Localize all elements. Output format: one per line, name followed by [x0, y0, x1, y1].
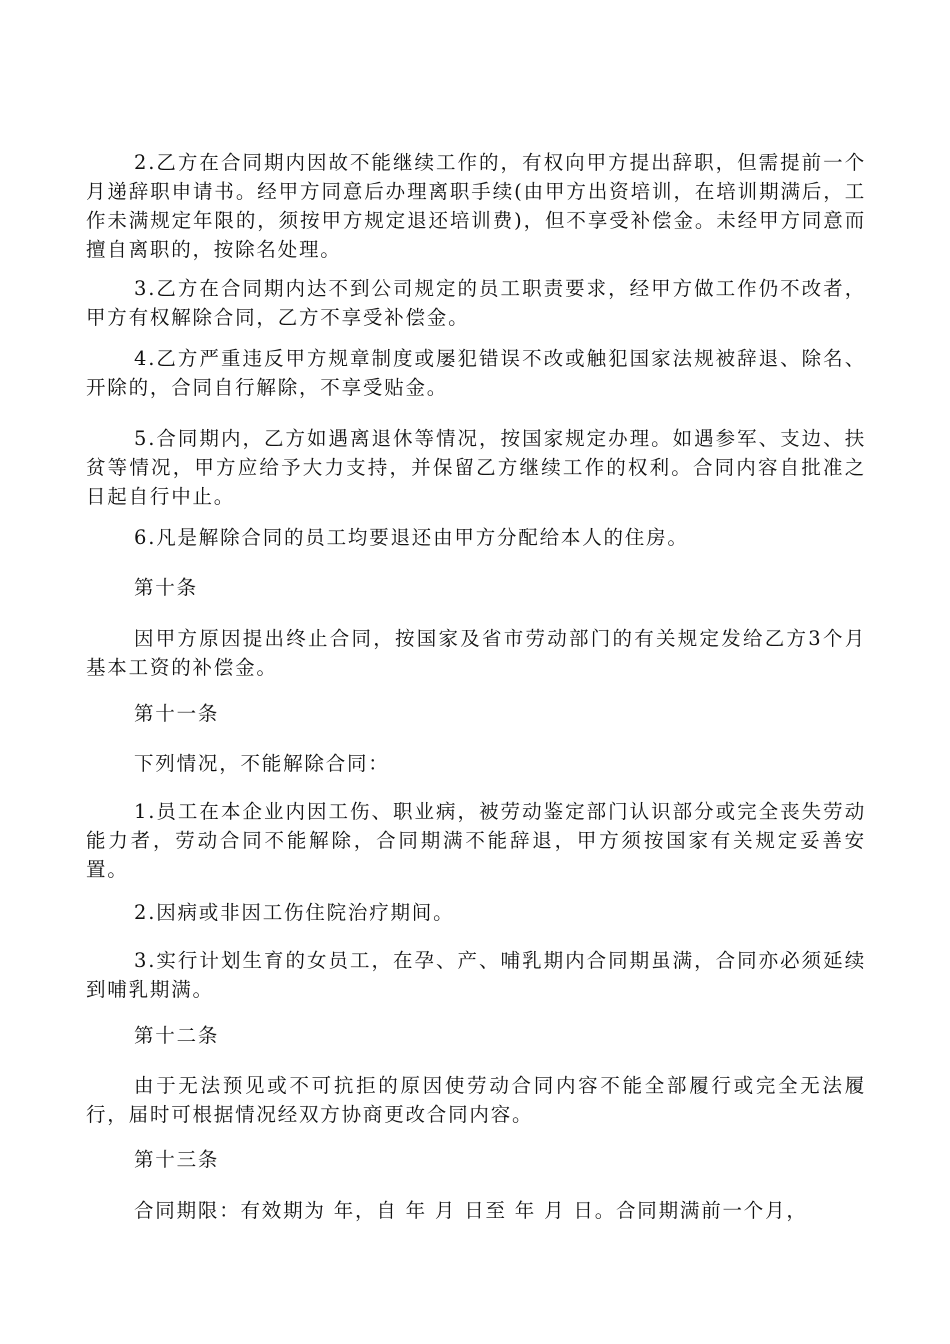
paragraph-clause-4: 4.乙方严重违反甲方规章制度或屡犯错误不改或触犯国家法规被辞退、除名、开除的，合同自行解除，不享受贴金。	[86, 347, 866, 399]
paragraph-article-10: 因甲方原因提出终止合同，按国家及省市劳动部门的有关规定发给乙方3个月基本工资的补偿金。	[86, 627, 866, 679]
paragraph-clause-3: 3.乙方在合同期内达不到公司规定的员工职责要求，经甲方做工作仍不改者，甲方有权解除合同，乙方不享受补偿金。	[86, 277, 866, 329]
article-10-heading: 第十条	[134, 576, 198, 599]
paragraph-article-13: 合同期限：有效期为 年，自 年 月 日至 年 月 日。合同期满前一个月，	[134, 1199, 808, 1222]
paragraph-clause-5: 5.合同期内，乙方如遇离退休等情况，按国家规定办理。如遇参军、支边、扶贫等情况，甲方应给予大力支持，并保留乙方继续工作的权利。合同内容自批准之日起自行中止。	[86, 427, 866, 508]
paragraph-clause-2: 2.乙方在合同期内因故不能继续工作的，有权向甲方提出辞职，但需提前一个月递辞职申请书。经甲方同意后办理离职手续(由甲方出资培训，在培训期满后，工作未满规定年限的，须按甲方规定退还培训费)，但不享受补偿金。未经甲方同意而擅自离职的，按除名处理。	[86, 151, 866, 261]
paragraph-article-11-item-2: 2.因病或非因工伤住院治疗期间。	[134, 901, 455, 924]
paragraph-article-12: 由于无法预见或不可抗拒的原因使劳动合同内容不能全部履行或完全无法履行，届时可根据情况经双方协商更改合同内容。	[86, 1074, 866, 1126]
paragraph-article-11-item-3: 3.实行计划生育的女员工，在孕、产、哺乳期内合同期虽满，合同亦必须延续到哺乳期满。	[86, 949, 866, 1001]
paragraph-article-11-item-1: 1.员工在本企业内因工伤、职业病，被劳动鉴定部门认识部分或完全丧失劳动能力者，劳动合同不能解除，合同期满不能辞退，甲方须按国家有关规定妥善安置。	[86, 800, 866, 881]
article-13-heading: 第十三条	[134, 1148, 220, 1171]
paragraph-article-11-intro: 下列情况，不能解除合同：	[134, 752, 390, 775]
article-11-heading: 第十一条	[134, 702, 220, 725]
paragraph-clause-6: 6.凡是解除合同的员工均要退还由甲方分配给本人的住房。	[134, 526, 689, 549]
article-12-heading: 第十二条	[134, 1024, 220, 1047]
